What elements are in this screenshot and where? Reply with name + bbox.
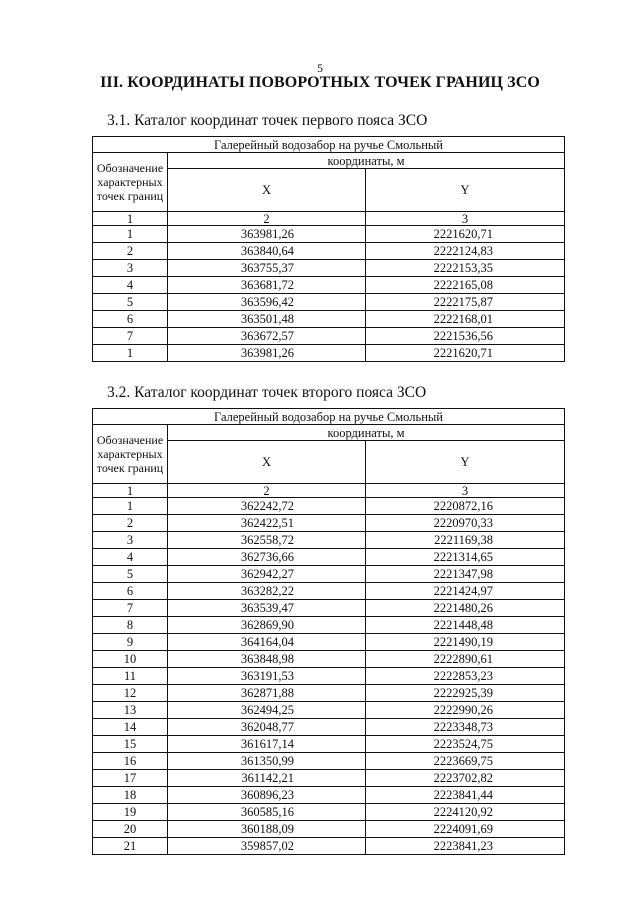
table-row (93, 566, 565, 583)
x-coordinate-cell: 361617,14 (168, 736, 366, 753)
point-number-cell: 2 (93, 243, 168, 260)
y-coordinate-cell: 2224120,92 (366, 804, 565, 821)
x-coordinate-cell: 362494,25 (168, 702, 366, 719)
section-1-caption: 3.1. Каталог координат точек первого пояса ЗСО (107, 112, 428, 129)
y-coordinate-cell: 2221314,65 (366, 549, 565, 566)
coordinates-header: координаты, м (168, 153, 565, 169)
x-coordinate-cell: 361350,99 (168, 753, 366, 770)
table-row (93, 770, 565, 787)
table-row (93, 821, 565, 838)
x-coordinate-cell: 363681,72 (168, 277, 366, 294)
second-belt-coordinates-table (92, 408, 565, 855)
table-row (93, 549, 565, 566)
y-coordinate-cell: 2222990,26 (366, 702, 565, 719)
point-number-cell: 14 (93, 719, 168, 736)
y-coordinate-cell: 2221424,97 (366, 583, 565, 600)
y-coordinate-cell: 2223841,44 (366, 787, 565, 804)
y-coordinate-cell: 2220872,16 (366, 498, 565, 515)
x-coordinate-cell: 363840,64 (168, 243, 366, 260)
table-row (93, 498, 565, 515)
point-number-cell: 13 (93, 702, 168, 719)
point-number-cell: 11 (93, 668, 168, 685)
y-coordinate-cell: 2222165,08 (366, 277, 565, 294)
table-row (93, 583, 565, 600)
x-coordinate-cell: 359857,02 (168, 838, 366, 855)
point-number-cell: 1 (93, 345, 168, 362)
table-row (93, 515, 565, 532)
x-coordinate-cell: 363596,42 (168, 294, 366, 311)
y-coordinate-cell: 2220970,33 (366, 515, 565, 532)
x-coordinate-cell: 363848,98 (168, 651, 366, 668)
coordinates-header: координаты, м (168, 425, 565, 441)
y-coordinate-cell: 2222175,87 (366, 294, 565, 311)
y-coordinate-cell: 2223524,75 (366, 736, 565, 753)
y-coordinate-cell: 2221620,71 (366, 345, 565, 362)
table-row (93, 787, 565, 804)
y-column-header: Y (366, 169, 565, 212)
table-row (93, 719, 565, 736)
x-coordinate-cell: 362942,27 (168, 566, 366, 583)
y-coordinate-cell: 2223669,75 (366, 753, 565, 770)
point-number-cell: 3 (93, 260, 168, 277)
point-number-cell: 8 (93, 617, 168, 634)
point-number-cell: 17 (93, 770, 168, 787)
y-coordinate-cell: 2222890,61 (366, 651, 565, 668)
point-number-cell: 15 (93, 736, 168, 753)
y-coordinate-cell: 2224091,69 (366, 821, 565, 838)
y-coordinate-cell: 2222153,35 (366, 260, 565, 277)
y-coordinate-cell: 2222168,01 (366, 311, 565, 328)
x-coordinate-cell: 362242,72 (168, 498, 366, 515)
y-coordinate-cell: 2221448,48 (366, 617, 565, 634)
table-row (93, 634, 565, 651)
table-row (93, 532, 565, 549)
point-number-cell: 21 (93, 838, 168, 855)
x-coordinate-cell: 362422,51 (168, 515, 366, 532)
x-coordinate-cell: 362558,72 (168, 532, 366, 549)
x-coordinate-cell: 360188,09 (168, 821, 366, 838)
table-row (93, 804, 565, 821)
point-number-cell: 1 (93, 498, 168, 515)
table-row (93, 311, 565, 328)
column-number: 3 (366, 484, 565, 498)
x-coordinate-cell: 363981,26 (168, 345, 366, 362)
section-2-caption: 3.2. Каталог координат точек второго пояса ЗСО (107, 384, 427, 401)
first-belt-coordinates-table (92, 136, 565, 362)
x-coordinate-cell: 363539,47 (168, 600, 366, 617)
y-coordinate-cell: 2221480,26 (366, 600, 565, 617)
table-row (93, 260, 565, 277)
x-coordinate-cell: 363191,53 (168, 668, 366, 685)
y-coordinate-cell: 2221490,19 (366, 634, 565, 651)
point-number-cell: 18 (93, 787, 168, 804)
x-coordinate-cell: 363501,48 (168, 311, 366, 328)
table-row (93, 226, 565, 243)
point-number-cell: 20 (93, 821, 168, 838)
table-row (93, 600, 565, 617)
table-row (93, 617, 565, 634)
x-coordinate-cell: 362869,90 (168, 617, 366, 634)
table-row (93, 838, 565, 855)
page-title: III. КООРДИНАТЫ ПОВОРОТНЫХ ТОЧЕК ГРАНИЦ ЗСО (100, 74, 540, 91)
point-number-cell: 19 (93, 804, 168, 821)
point-number-cell: 5 (93, 294, 168, 311)
x-coordinate-cell: 362048,77 (168, 719, 366, 736)
point-number-cell: 3 (93, 532, 168, 549)
point-number-cell: 4 (93, 277, 168, 294)
column-number: 2 (168, 484, 366, 498)
table-row (93, 668, 565, 685)
column-number: 1 (93, 484, 168, 498)
table-row (93, 651, 565, 668)
x-coordinate-cell: 360585,16 (168, 804, 366, 821)
table-row (93, 277, 565, 294)
x-coordinate-cell: 363755,37 (168, 260, 366, 277)
point-number-cell: 4 (93, 549, 168, 566)
x-coordinate-cell: 362871,88 (168, 685, 366, 702)
point-number-cell: 7 (93, 600, 168, 617)
point-number-cell: 16 (93, 753, 168, 770)
x-column-header: X (168, 169, 366, 212)
y-column-header: Y (366, 441, 565, 484)
x-coordinate-cell: 364164,04 (168, 634, 366, 651)
y-coordinate-cell: 2221347,98 (366, 566, 565, 583)
x-column-header: X (168, 441, 366, 484)
table-row (93, 328, 565, 345)
y-coordinate-cell: 2221169,38 (366, 532, 565, 549)
y-coordinate-cell: 2223841,23 (366, 838, 565, 855)
column-number: 2 (168, 212, 366, 226)
point-number-cell: 2 (93, 515, 168, 532)
column-number: 1 (93, 212, 168, 226)
x-coordinate-cell: 363981,26 (168, 226, 366, 243)
x-coordinate-cell: 361142,21 (168, 770, 366, 787)
table-row (93, 736, 565, 753)
point-number-cell: 12 (93, 685, 168, 702)
x-coordinate-cell: 363282,22 (168, 583, 366, 600)
x-coordinate-cell: 360896,23 (168, 787, 366, 804)
y-coordinate-cell: 2223702,82 (366, 770, 565, 787)
table-row (93, 345, 565, 362)
y-coordinate-cell: 2223348,73 (366, 719, 565, 736)
y-coordinate-cell: 2222124,83 (366, 243, 565, 260)
column-number: 3 (366, 212, 565, 226)
table-row (93, 753, 565, 770)
table-title: Галерейный водозабор на ручье Смольный (93, 137, 565, 153)
point-number-cell: 1 (93, 226, 168, 243)
point-number-cell: 6 (93, 311, 168, 328)
point-number-cell: 6 (93, 583, 168, 600)
y-coordinate-cell: 2222853,23 (366, 668, 565, 685)
table-row (93, 243, 565, 260)
table-row (93, 294, 565, 311)
point-designation-header: Обозначение характерных точек границ (93, 153, 168, 212)
point-number-cell: 7 (93, 328, 168, 345)
x-coordinate-cell: 363672,57 (168, 328, 366, 345)
table-row (93, 702, 565, 719)
point-number-cell: 9 (93, 634, 168, 651)
table-row (93, 685, 565, 702)
point-number-cell: 5 (93, 566, 168, 583)
y-coordinate-cell: 2222925,39 (366, 685, 565, 702)
point-number-cell: 10 (93, 651, 168, 668)
page-number: 5 (317, 61, 323, 75)
point-designation-header: Обозначение характерных точек границ (93, 425, 168, 484)
y-coordinate-cell: 2221536,56 (366, 328, 565, 345)
y-coordinate-cell: 2221620,71 (366, 226, 565, 243)
table-title: Галерейный водозабор на ручье Смольный (93, 409, 565, 425)
x-coordinate-cell: 362736,66 (168, 549, 366, 566)
